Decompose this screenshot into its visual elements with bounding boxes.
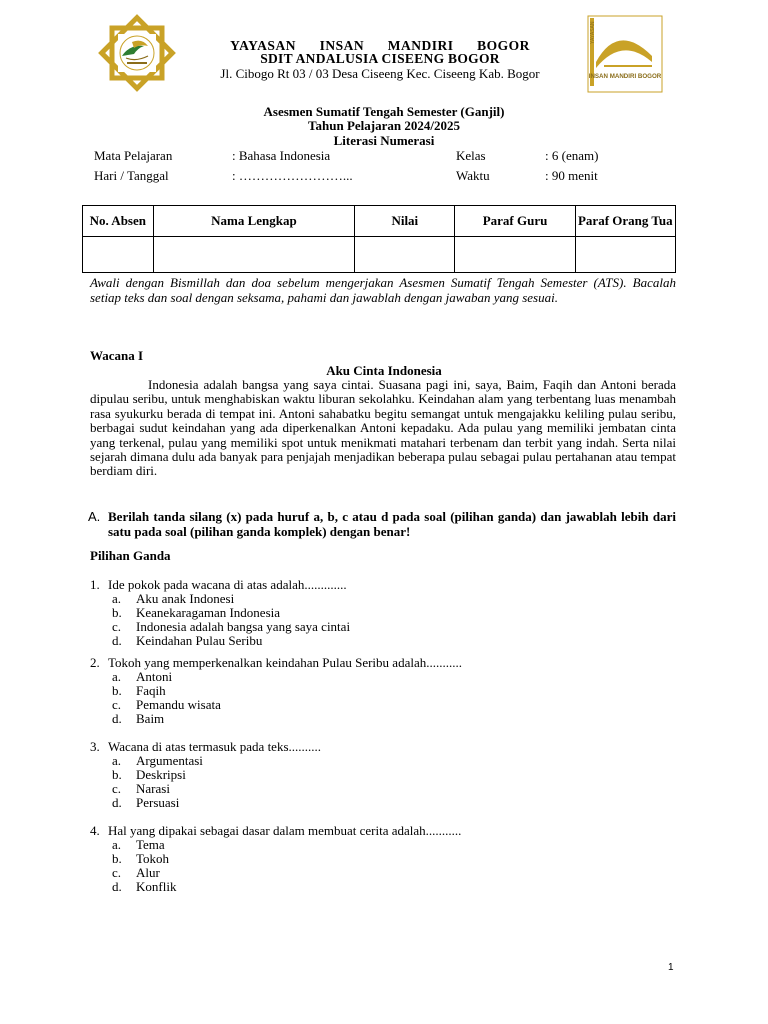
class-label: Kelas — [456, 148, 486, 163]
option-a[interactable]: a. Aku anak Indonesi — [112, 591, 235, 606]
date-label: Hari / Tanggal — [94, 168, 169, 183]
cell-paraf-orang-tua[interactable] — [575, 237, 675, 273]
page-number: 1 — [668, 962, 674, 973]
cell-nama-lengkap[interactable] — [153, 237, 355, 273]
question-text: Ide pokok pada wacana di atas adalah............. — [108, 577, 347, 592]
exam-subtitle: Literasi Numerasi — [333, 133, 435, 148]
cell-nilai[interactable] — [355, 237, 455, 273]
school-logo-right — [584, 14, 666, 94]
date-value: : ……………………... — [232, 168, 353, 183]
subject-label: Mata Pelajaran — [94, 148, 173, 163]
instruction-text: Berilah tanda silang (x) pada huruf a, b, c atau d pada soal (pilihan ganda) dan jawablah lebih dari satu pada soal (pilihan ganda komplek) dengan benar! — [108, 509, 676, 539]
option-a[interactable]: a. Tema — [112, 837, 165, 852]
subject-value: : Bahasa Indonesia — [232, 148, 331, 163]
school-name: SDIT ANDALUSIA CISEENG BOGOR — [260, 51, 500, 66]
class-value: : 6 (enam) — [545, 148, 599, 163]
wacana-text: Indonesia adalah bangsa yang saya cintai. Suasana pagi ini, saya, Baim, Faqih dan Antoni berada dipulau seribu, untuk menghabiskan waktu liburan sekolahku. Keindahan alam yang terbentang luas menambah rasa syukurku berada di tempat ini. Antoni sahabatku begitu semangat untuk mengajakku keliling pulau seribu, berbagai sudut keindahan yang ada diperkenalkan Antoni kepadaku. Ada pulau yang memiliki jembatan cinta yang terkenal, pulau yang memiliki spot untuk menikmati matahari terbenam dan terbit yang indah. Serta nilai sejarah dimana dulu ada banyak para penjajah menjadikan beberapa pulau sebagai pulau pertahanan atau tempat berdiam diri. — [90, 377, 676, 479]
option-b[interactable]: b. Tokoh — [112, 851, 170, 866]
option-a[interactable]: a. Antoni — [112, 669, 173, 684]
question-number: 1. — [90, 577, 100, 592]
option-b[interactable]: b. Faqih — [112, 683, 166, 698]
question-number: 2. — [90, 655, 100, 670]
question-text: Tokoh yang memperkenalkan keindahan Pulau Seribu adalah........... — [108, 655, 462, 670]
right-logo-side-text: YAYASAN — [590, 21, 596, 44]
exam-year: Tahun Pelajaran 2024/2025 — [308, 118, 460, 133]
col-nama-lengkap: Nama Lengkap — [153, 206, 355, 237]
question-number: 3. — [90, 739, 100, 754]
option-d[interactable]: d. Persuasi — [112, 795, 180, 810]
foundation-name: YAYASAN INSAN MANDIRI BOGOR — [230, 38, 530, 53]
identity-table — [82, 205, 676, 273]
instruction-letter: A. — [88, 509, 101, 524]
option-d[interactable]: d. Keindahan Pulau Seribu — [112, 633, 263, 648]
question-text: Hal yang dipakai sebagai dasar dalam membuat cerita adalah........... — [108, 823, 462, 838]
question-1 — [90, 578, 676, 648]
col-paraf-guru: Paraf Guru — [455, 206, 575, 237]
col-nilai: Nilai — [355, 206, 455, 237]
option-b[interactable]: b. Keanekaragaman Indonesia — [112, 605, 281, 620]
option-c[interactable]: c. Pemandu wisata — [112, 697, 221, 712]
option-d[interactable]: d. Konflik — [112, 879, 177, 894]
option-d[interactable]: d. Baim — [112, 711, 165, 726]
wacana-title: Aku Cinta Indonesia — [326, 363, 442, 378]
section-title: Pilihan Ganda — [90, 548, 171, 563]
question-2 — [90, 656, 676, 726]
question-text: Wacana di atas termasuk pada teks.......... — [108, 739, 322, 754]
question-3 — [90, 740, 676, 810]
option-c[interactable]: c. Alur — [112, 865, 160, 880]
option-c[interactable]: c. Narasi — [112, 781, 170, 796]
col-paraf-orang-tua: Paraf Orang Tua — [575, 206, 675, 237]
exam-title: Asesmen Sumatif Tengah Semester (Ganjil) — [263, 104, 505, 119]
time-label: Waktu — [456, 168, 490, 183]
instruction-block — [90, 509, 676, 539]
cell-no-absen[interactable] — [83, 237, 154, 273]
col-no-absen: No. Absen — [83, 206, 154, 237]
cell-paraf-guru[interactable] — [455, 237, 575, 273]
option-a[interactable]: a. Argumentasi — [112, 753, 203, 768]
wacana-label: Wacana I — [90, 348, 144, 363]
question-4 — [90, 824, 676, 894]
question-number: 4. — [90, 823, 100, 838]
option-c[interactable]: c. Indonesia adalah bangsa yang saya cintai — [112, 619, 351, 634]
school-address: Jl. Cibogo Rt 03 / 03 Desa Ciseeng Kec. Ciseeng Kab. Bogor — [220, 66, 540, 81]
intro-instruction: Awali dengan Bismillah dan doa sebelum mengerjakan Asesmen Sumatif Tengah Semester (ATS). Bacalah setiap teks dan soal dengan seksama, pahami dan jawablah dengan jawaban yang sesuai. — [90, 275, 676, 305]
option-b[interactable]: b. Deskripsi — [112, 767, 186, 782]
time-value: : 90 menit — [545, 168, 598, 183]
school-logo-left — [96, 12, 178, 94]
right-logo-text: INSAN MANDIRI BOGOR — [588, 73, 662, 80]
